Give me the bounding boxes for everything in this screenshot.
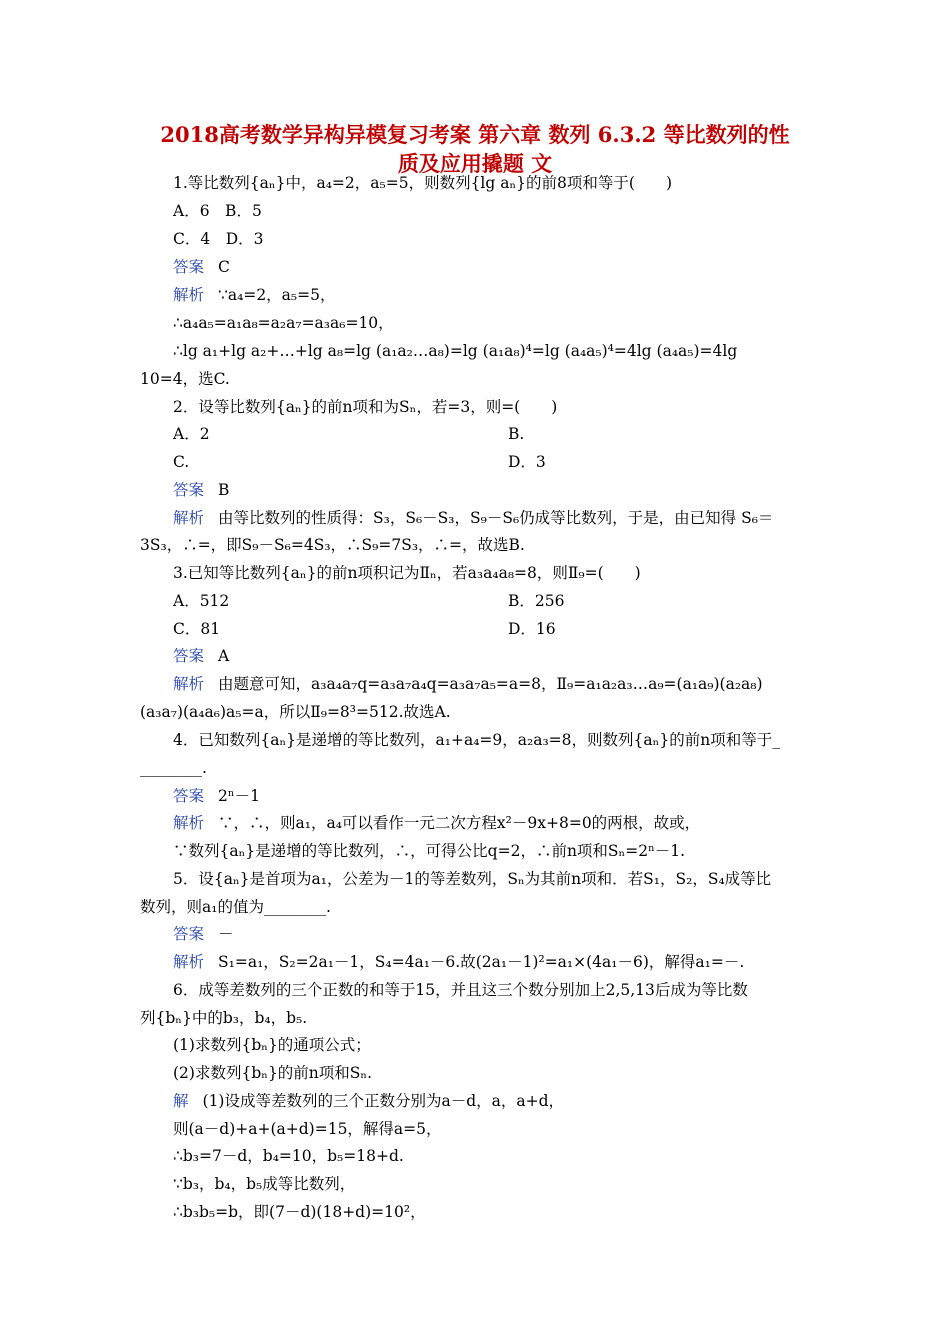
q1-analysis-3: ∴lg a₁+lg a₂+…+lg a₈=lg (a₁a₂…a₈)=lg (a₁a₈)⁴=lg (a₄a₅)⁴=4lg (a₄a₅)=4lg: [173, 342, 738, 360]
q1-analysis-4: 10=4，选C.: [140, 370, 230, 388]
q3-analysis-1: [173, 674, 763, 694]
q3-analysis-text-1: 由题意可知，a₃a₄a₇q=a₃a₇a₄q=a₃a₇a₅=a=8，Ⅱ₉=a₁a₂a₃…a₉=(a₁a₉)(a₂a₈): [218, 675, 763, 693]
q6-solution-3: ∴b₃=7－d，b₄=10，b₅=18+d.: [173, 1147, 404, 1165]
q6-part-1: (1)求数列{bₙ}的通项公式；: [173, 1036, 371, 1054]
q4-answer-line: [173, 786, 260, 806]
q5-stem-1: 5．设{aₙ}是首项为a₁，公差为－1的等差数列，Sₙ为其前n项和．若S₁，S₂，S₄成等比: [173, 870, 772, 888]
q1-analysis-text-1: ∵a₄=2，a₅=5，: [218, 286, 336, 304]
title-line-2: 质及应用撬题 文: [397, 151, 553, 176]
q4-stem-2: ________.: [140, 759, 207, 777]
q1-analysis-2: ∴a₄a₅=a₁a₈=a₂a₇=a₃a₆=10，: [173, 314, 394, 332]
q6-stem-2: 列{bₙ}中的b₃，b₄，b₅.: [140, 1009, 308, 1027]
q6-solution-1: [173, 1091, 564, 1111]
q2-opt-b: B.: [508, 425, 525, 443]
q2-answer-line: [173, 480, 229, 500]
q5-stem-2: 数列，则a₁的值为________.: [140, 898, 331, 916]
answer-label: 答案: [173, 481, 205, 499]
analysis-label: 解析: [173, 286, 205, 304]
q3-opt-a: A．512: [173, 592, 230, 610]
q6-solution-4: ∵b₃，b₄，b₅成等比数列，: [173, 1175, 356, 1193]
q1-answer: C: [218, 258, 230, 276]
q6-solution-2: 则(a－d)+a+(a+d)=15，解得a=5，: [173, 1120, 442, 1138]
document-title: [120, 120, 830, 178]
q2-answer: B: [218, 481, 230, 499]
answer-label: 答案: [173, 647, 205, 665]
q2-analysis-text-1: 由等比数列的性质得：S₃，S₆－S₃，S₉－S₆仍成等比数列，于是，由已知得 S₆＝: [218, 509, 774, 527]
q3-opt-b: B．256: [508, 592, 565, 610]
q5-answer-line: [173, 924, 234, 944]
q4-stem-1: 4．已知数列{aₙ}是递增的等比数列，a₁+a₄=9，a₂a₃=8，则数列{aₙ}的前n项和等于_: [173, 731, 780, 749]
q5-answer: －: [218, 925, 234, 943]
q1-options-cd: C．4 D．3: [173, 230, 264, 248]
title-line-1: 2018高考数学异构异模复习考案 第六章 数列 6.3.2 等比数列的性: [160, 122, 790, 147]
q4-analysis-text-1: ∵，∴，则a₁，a₄可以看作一元二次方程x²－9x+8=0的两根，故或，: [218, 814, 701, 832]
analysis-label: 解析: [173, 953, 205, 971]
q1-answer-line: [173, 257, 230, 277]
q3-answer: A: [218, 647, 230, 665]
answer-label: 答案: [173, 787, 205, 805]
q5-analysis-text-1: S₁=a₁，S₂=2a₁－1，S₄=4a₁－6.故(2a₁－1)²=a₁×(4a₁－6)，解得a₁=－.: [218, 953, 745, 971]
q3-analysis-2: (a₃a₇)(a₄a₆)a₅=a，所以Ⅱ₉=8³=512.故选A.: [140, 703, 451, 721]
q6-part-2: (2)求数列{bₙ}的前n项和Sₙ.: [173, 1064, 373, 1082]
analysis-label: 解析: [173, 675, 205, 693]
analysis-label: 解析: [173, 814, 205, 832]
solution-label: 解: [173, 1092, 189, 1110]
q3-stem: 3.已知等比数列{aₙ}的前n项积记为Ⅱₙ，若a₃a₄a₈=8，则Ⅱ₉=( ): [173, 564, 641, 582]
q6-solution-5: ∴b₃b₅=b，即(7－d)(18+d)=10²，: [173, 1203, 426, 1221]
q2-analysis-1: [173, 508, 773, 528]
q4-answer: 2ⁿ－1: [218, 787, 260, 805]
q1-analysis-1: [173, 285, 335, 305]
answer-label: 答案: [173, 258, 205, 276]
q4-analysis-1: [173, 813, 700, 833]
q1-stem: 1.等比数列{aₙ}中，a₄=2，a₅=5，则数列{lg aₙ}的前8项和等于( ): [173, 174, 672, 192]
q4-analysis-2: ∵数列{aₙ}是递增的等比数列，∴，可得公比q=2，∴前n项和Sₙ=2ⁿ－1.: [173, 842, 686, 860]
q6-stem-1: 6．成等差数列的三个正数的和等于15，并且这三个数分别加上2,5,13后成为等比数: [173, 981, 748, 999]
q3-answer-line: [173, 646, 229, 666]
answer-label: 答案: [173, 925, 205, 943]
q2-analysis-2: 3S₃，∴=，即S₉－S₆=4S₃，∴S₉=7S₃，∴=，故选B.: [140, 536, 525, 554]
q3-opt-d: D．16: [508, 620, 556, 638]
q6-solution-text-1: (1)设成等差数列的三个正数分别为a－d，a，a+d，: [202, 1092, 565, 1110]
q2-opt-a: A．2: [173, 425, 210, 443]
q1-options-ab: A．6 B．5: [173, 202, 262, 220]
q2-stem: 2．设等比数列{aₙ}的前n项和为Sₙ，若=3，则=( ): [173, 398, 558, 416]
q2-opt-d: D．3: [508, 453, 546, 471]
analysis-label: 解析: [173, 509, 205, 527]
q2-opt-c: C.: [173, 453, 190, 471]
q3-opt-c: C．81: [173, 620, 221, 638]
q5-analysis-1: [173, 952, 744, 972]
